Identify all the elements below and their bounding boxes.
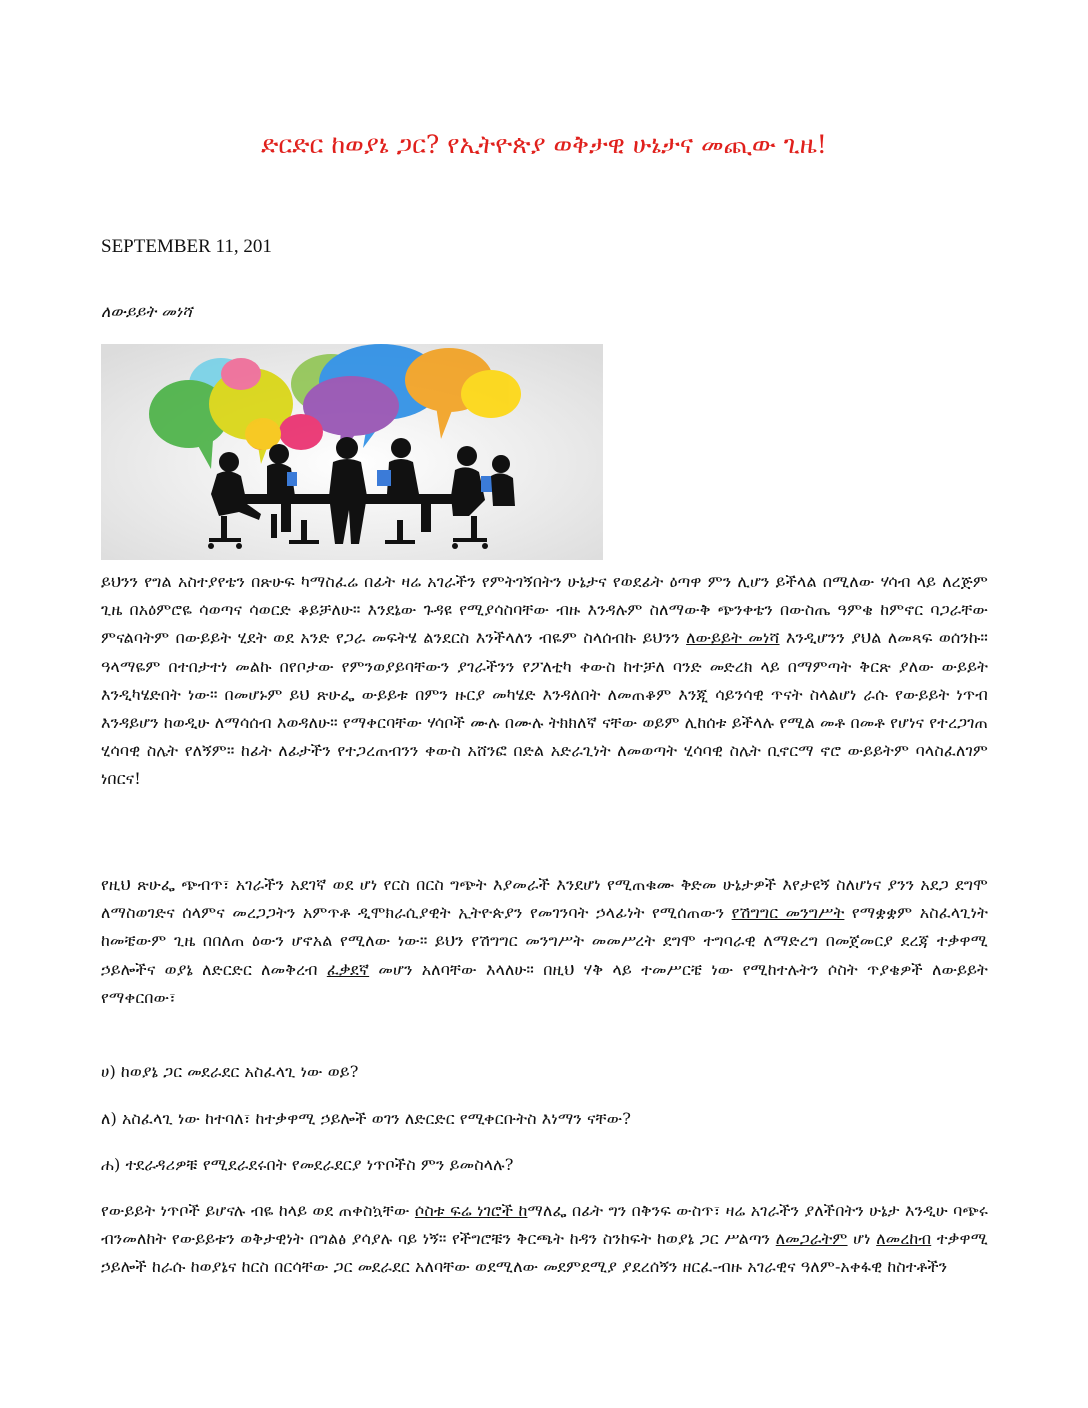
discussion-illustration [101, 344, 603, 560]
inline-link[interactable]: ሶስቱ ፍሬ ነገሮች ከ [414, 1201, 528, 1220]
inline-link[interactable]: ለውይይት መነሻ [686, 628, 780, 648]
question-item: ሐ) ተደራዳሪዎቹ የሚደራደሩበት የመደራደርያ ነጥቦችስ ምን ይመስላሉ? [101, 1155, 514, 1174]
text-span: የዚህ ጽሁፌ ጭብጥ፣ አገራችን አደገኛ ወደ ሆነ የርስ በርስ ግጭት እያመራች እንደሆነ የሚጠቁሙ ቅድመ ሁኔታዎች እየታዩኝ ስለሆነና ያንን አደጋ ደግሞ ለማስወገድና ሰላምና መረጋጋትን አምጥቶ ዲሞክራሲያዊት ኢትዮጵያን የመገንባት ኃላፊነት የሚሰጠውን [101, 875, 988, 923]
inline-link[interactable]: ለመጋራትም [775, 1229, 848, 1249]
text-span: የውይይት ነጥቦች ይሆናሉ ብዬ ከላይ ወደ ጠቀስኳቸው [101, 1201, 415, 1220]
paragraph-theme [101, 871, 988, 1012]
text-span: ማለፌ በፊት ግን በቅንፍ ውስጥ፣ ዛሬ አገራችን ያለችበትን ሁኔታ እንዲሁ ባጭሩ ብንመለከት የውይይቱን ወቅታዊነት በግልፅ ያሳያሉ ባይ ነኝ። የችግሮቹን ቅርጫት ከዳን ስንከፍት ከወያኔ ጋር ሥልጣን [101, 1201, 989, 1249]
text-span: እንዲሆንን ያህል ለመጻፍ ወሰንኩ። ዓላማዬም በተበታተነ መልኩ በየቦታው የምንወያይባቸውን ያገራችንን የፖለቲካ ቀውስ ከተቻለ ባንድ መድረክ ላይ በማምጣት ቅርጽ ያለው ውይይት እንዲካሄድበት ነው። በመሆኑም ይህ ጽሁፌ ውይይቱ በምን ዙርያ መካሄድ እንዳለበት ለመጠቆም እንጂ ሳይንሳዊ ጥናት ስላልሆነ ራሱ የውይይት ነጥብ እንዳይሆን ከወዲሁ ለማሳሰብ እወዳለሁ። የማቀርባቸው ሃሳቦች ሙሉ በሙሉ ትክክለኛ ናቸው ወይም ሊከሰቱ ይችላሉ የሚል መቶ በመቶ የሆነና የተረጋገጠ ሂሳባዊ ስሌት የለኝም። ከፊት ለፊታችን የተጋረጠብንን ቀውስ አሸንፎ በድል አድራጊነት ለመወጣት ሂሳባዊ ስሌት ቢኖርማ ኖሮ ውይይትም ባላስፈለገም ነበርና! [101, 628, 988, 789]
publish-date: SEPTEMBER 11, 201 [101, 236, 272, 257]
paragraph-text [101, 568, 988, 794]
inline-link[interactable]: ለመረከብ [876, 1229, 932, 1249]
paragraph-context [101, 1197, 988, 1282]
inline-link[interactable]: የሽግግር መንግሥት [731, 903, 845, 923]
document-title: ድርድር ከወያኔ ጋር? የኢትዮጵያ ወቅታዊ ሁኔታና መጪው ጊዜ! [261, 130, 827, 159]
text-span: ሆነ [847, 1229, 877, 1249]
byline: ለውይይት መነሻ [101, 302, 193, 321]
text-span: መሆን አለባቸው እላለሁ። በዚህ ሃቅ ላይ ተመሥርቼ ነው የሚከተሉትን ሶስት ጥያቄዎች ለውይይት የማቀርበው፣ [101, 959, 988, 1007]
text-span: የማቋቋም አስፈላጊነት ከመቼውም ጊዜ በበለጠ ዕውን ሆኖአል የሚለው ነው። ይህን የሽግግር መንግሥት መመሥረት ደግሞ ተግባራዊ ለማድረግ በመጀመርያ ደረጃ ተቃዋሚ ኃይሎችና ወያኔ ለድርድር ለመቅረብ [101, 903, 989, 979]
paragraph-intro [101, 568, 988, 794]
question-item: ለ) አስፈላጊ ነው ከተባለ፣ ከተቃዋሚ ኃይሎች ወገን ለድርድር የሚቀርቡትስ እነማን ናቸው? [101, 1109, 631, 1128]
paragraph-text [101, 1197, 988, 1282]
inline-link[interactable]: ፈቃደኛ [326, 959, 370, 979]
text-span: ይህንን የግል አስተያየቴን በጽሁፍ ካማስፈሬ በፊት ዛሬ አገራችን የምትገኝበትን ሁኔታና የወደፊት ዕጣዋ ምን ሊሆን ይችላል በሚለው ሃሳብ ላይ ለረጅም ጊዜ በአዕምሮዬ ሳወጣና ሳወርድ ቆይቻለሁ። እንደኔው ጉዳዩ የሚያሳስባቸው ብዙ እንዳሉም ስለማውቅ ጭንቀቴን በውስጤ ዓምቄ ከምኖር ባጋራቸው ምናልባትም በውይይት ሂደት ወደ አንድ የጋራ መፍትሄ ልንደርስ እንችላለን ብዬም ስላሰብኩ ይህንን [101, 572, 988, 648]
text-span: ተቃዋሚ ኃይሎች ከራሱ ከወያኔና ከርስ በርሳቸው ጋር መደራደር አለባቸው ወደሚለው መደምደሚያ ያደረሰኝን ዘርፈ-ብዙ አገራዊና ዓለም-አቀፋዊ ከስተቶችን [101, 1229, 988, 1277]
question-item: ሀ) ከወያኔ ጋር መደራደር አስፈላጊ ነው ወይ? [101, 1062, 359, 1081]
paragraph-text [101, 871, 988, 1012]
